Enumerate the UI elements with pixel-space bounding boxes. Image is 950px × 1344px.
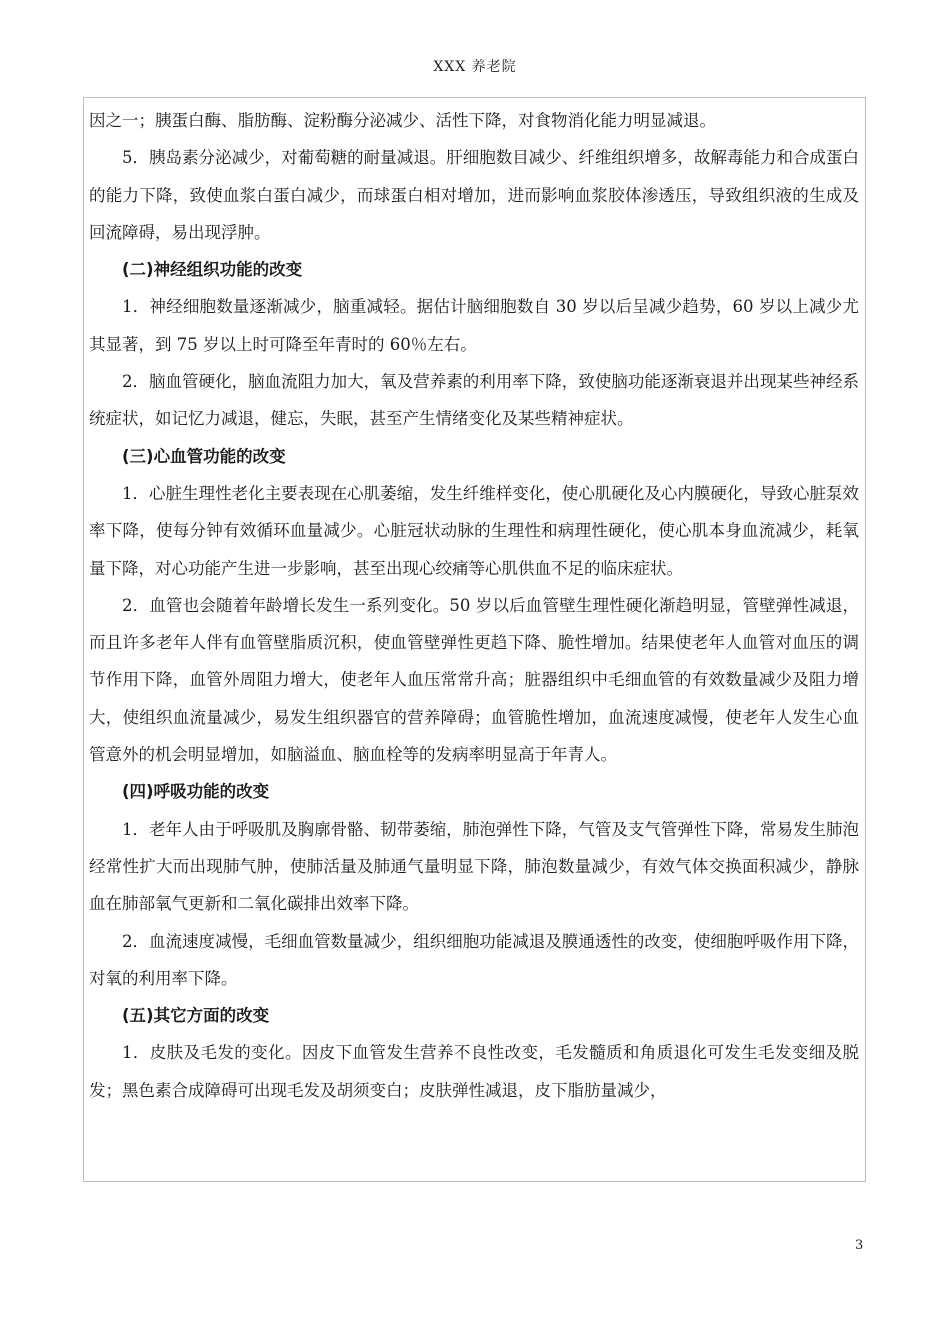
section-heading: (三)心血管功能的改变 (122, 446, 286, 466)
body-paragraph: 2．脑血管硬化，脑血流阻力加大，氧及营养素的利用率下降，致使脑功能逐渐衰退并出现某些神经系统症状，如记忆力减退，健忘，失眠，甚至产生情绪变化及某些精神症状。 (89, 372, 859, 429)
body-paragraph: 1．心脏生理性老化主要表现在心肌萎缩，发生纤维样变化，使心肌硬化及心内膜硬化，导致心脏泵效率下降，使每分钟有效循环血量减少。心脏冠状动脉的生理性和病理性硬化，使心肌本身血流减少，耗氧量下降，对心功能产生进一步影响，甚至出现心绞痛等心肌供血不足的临床症状。 (89, 483, 859, 578)
section-heading: (二)神经组织功能的改变 (122, 260, 303, 280)
document-body (84, 98, 865, 1109)
body-paragraph: 2．血管也会随着年龄增长发生一系列变化。50 岁以后血管壁生理性硬化渐趋明显，管壁弹性减退，而且许多老年人伴有血管壁脂质沉积，使血管壁弹性更趋下降、脆性增加。结果使老年人血管对血压的调节作用下降，血管外周阻力增大，使老年人血压常常升高；脏器组织中毛细血管的有效数量减少及阻力增大，使组织血流量减少，易发生组织器官的营养障碍；血管脆性增加，血流速度减慢，使老年人发生心血管意外的机会明显增加，如脑溢血、脑血栓等的发病率明显高于年青人。 (89, 595, 859, 765)
body-paragraph: 因之一；胰蛋白酶、脂肪酶、淀粉酶分泌减少、活性下降，对食物消化能力明显减退。 (89, 111, 716, 130)
body-paragraph: 1．皮肤及毛发的变化。因皮下血管发生营养不良性改变，毛发髓质和角质退化可发生毛发变细及脱发；黑色素合成障碍可出现毛发及胡须变白；皮肤弹性减退，皮下脂肪量减少， (89, 1043, 859, 1100)
content-box (83, 97, 866, 1182)
body-paragraph: 1．神经细胞数量逐渐减少，脑重减轻。据估计脑细胞数自 30 岁以后呈减少趋势，60 岁以上减少尤其显著，到 75 岁以上时可降至年青时的 60％左右。 (89, 297, 859, 354)
section-heading: (五)其它方面的改变 (122, 1006, 270, 1026)
page-number: 3 (855, 1238, 864, 1253)
body-paragraph: 5．胰岛素分泌减少，对葡萄糖的耐量减退。肝细胞数目减少、纤维组织增多，故解毒能力和合成蛋白的能力下降，致使血浆白蛋白减少，而球蛋白相对增加，进而影响血浆胶体渗透压，导致组织液的生成及回流障碍，易出现浮肿。 (89, 148, 859, 242)
page-header: XXX 养老院 (433, 59, 517, 75)
section-heading: (四)呼吸功能的改变 (122, 782, 270, 802)
body-paragraph: 1．老年人由于呼吸肌及胸廓骨骼、韧带萎缩，肺泡弹性下降，气管及支气管弹性下降，常易发生肺泡经常性扩大而出现肺气肿，使肺活量及肺通气量明显下降，肺泡数量减少，有效气体交换面积减少，静脉血在肺部氧气更新和二氧化碳排出效率下降。 (89, 819, 859, 914)
body-paragraph: 2．血流速度减慢，毛细血管数量减少，组织细胞功能减退及膜通透性的改变，使细胞呼吸作用下降，对氧的利用率下降。 (89, 931, 859, 988)
